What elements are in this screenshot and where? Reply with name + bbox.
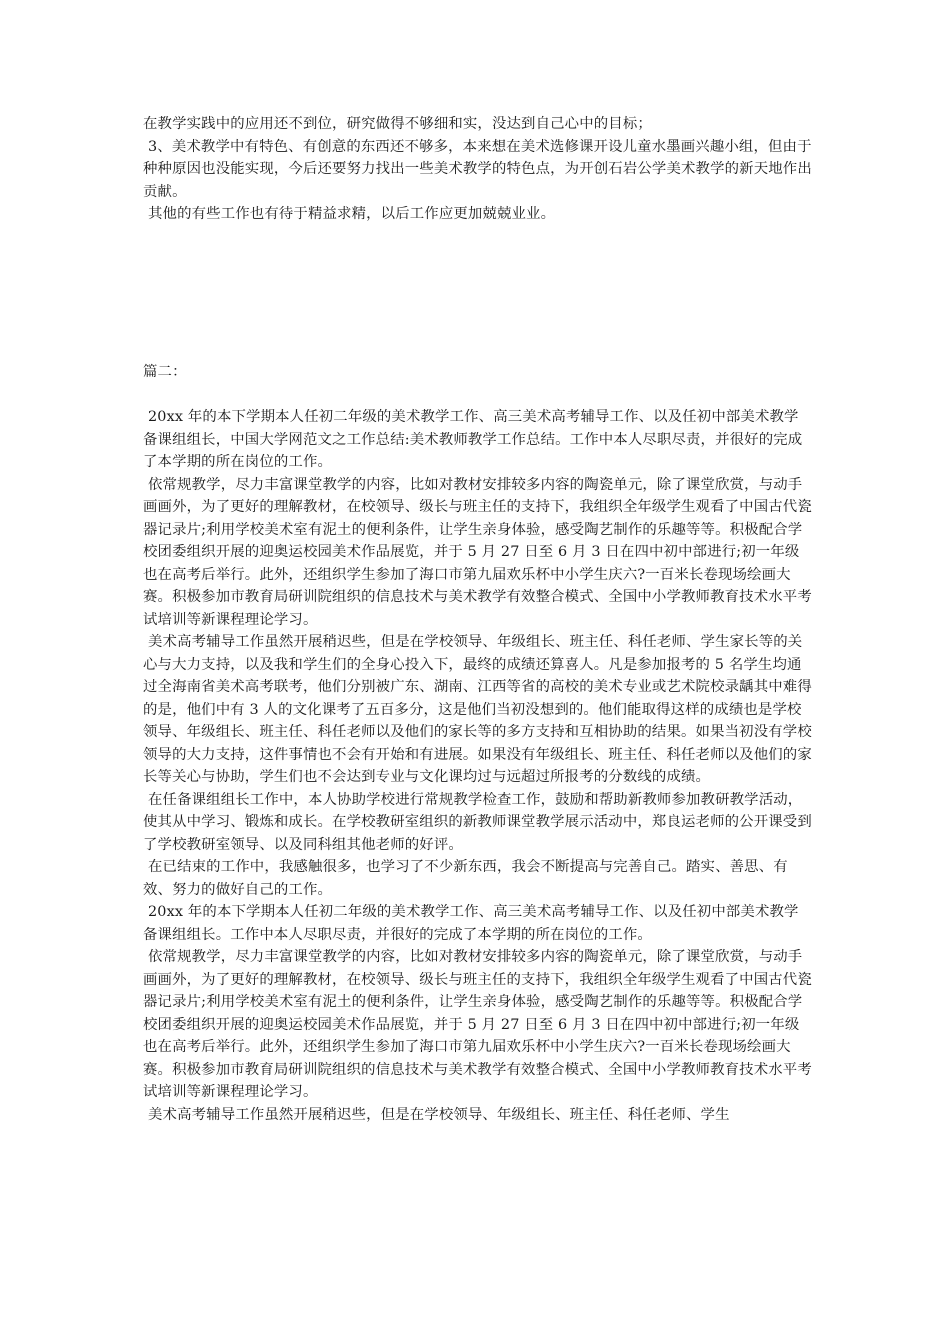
section2-paragraph-7: 依常规教学，尽力丰富课堂教学的内容，比如对教材安排较多内容的陶瓷单元，除了课堂欣赏，与动手画画外，为了更好的理解教材，在校领导、级长与班主任的支持下，我组织全年级学生观看了中国古代瓷器记录片;利用学校美术室有泥土的便利条件，让学生亲身体验，感受陶艺制作的乐趣等等。积极配合学校团委组织开展的迎奥运校园美术作品展览，并于 5 月 27 日至 6 月 3 日在四中初中部进行;初一年级也在高考后举行。此外，还组织学生参加了海口市第九届欢乐杯中小学生庆六?一百米长卷现场绘画大赛。积极参加市教育局研训院组织的信息技术与美术教学有效整合模式、全国中小学教师教育技术水平考试培训等新课程理论学习。 xyxy=(143,949,812,1100)
section2-paragraph-6: 20xx 年的本下学期本人任初二年级的美术教学工作、高三美术高考辅导工作、以及任初中部美术教学备课组组长。工作中本人尽职尽责，并很好的完成了本学期的所在岗位的工作。 xyxy=(143,904,799,943)
section1-paragraph-1: 在教学实践中的应用还不到位，研究做得不够细和实，没达到自己心中的目标； xyxy=(143,116,652,132)
section2-paragraph-8: 美术高考辅导工作虽然开展稍迟些，但是在学校领导、年级组长、班主任、科任老师、学生 xyxy=(148,1106,730,1123)
heading-gap xyxy=(143,383,813,406)
section2-paragraph-3: 美术高考辅导工作虽然开展稍迟些，但是在学校领导、年级组长、班主任、科任老师、学生家长等的关心与大力支持，以及我和学生们的全身心投入下，最终的成绩还算喜人。凡是参加报考的 5 名学生均通过全海南省美术高考联考，他们分别被广东、湖南、江西等省的高校的美术专业或艺术院校录龋其中难得的是，他们中有 3 人的文化课考了五百多分，这是他们当初没想到的。他们能取得这样的成绩也是学校领导、年级组长、班主任、科任老师以及他们的家长等的多方支持和互相协助的结果。如果当初没有学校领导的大力支持，这件事情也不会有开始和有进展。如果没有年级组长、班主任、科任老师以及他们的家长等关心与协助，学生们也不会达到专业与文化课均过与远超过所报考的分数线的成绩。 xyxy=(143,634,812,785)
section1-paragraph-2: 3、美术教学中有特色、有创意的东西还不够多，本来想在美术选修课开设儿童水墨画兴趣小组，但由于种种原因也没能实现，今后还要努力找出一些美术教学的特色点，为开创石岩公学美术教学的新天地作出贡献。 xyxy=(143,138,812,200)
document-page xyxy=(143,113,813,1126)
section2-paragraph-4: 在任备课组组长工作中，本人协助学校进行常规教学检查工作，鼓励和帮助新教师参加教研教学活动，使其从中学习、锻炼和成长。在学校教研室组织的新教师课堂教学展示活动中，郑良运老师的公开课受到了学校教研室领导、以及同科组其他老师的好评。 xyxy=(143,791,812,853)
section2-paragraph-2: 依常规教学，尽力丰富课堂教学的内容，比如对教材安排较多内容的陶瓷单元，除了课堂欣赏，与动手画画外，为了更好的理解教材，在校领导、级长与班主任的支持下，我组织全年级学生观看了中国古代瓷器记录片;利用学校美术室有泥土的便利条件，让学生亲身体验，感受陶艺制作的乐趣等等。积极配合学校团委组织开展的迎奥运校园美术作品展览，并于 5 月 27 日至 6 月 3 日在四中初中部进行;初一年级也在高考后举行。此外，还组织学生参加了海口市第九届欢乐杯中小学生庆六?一百米长卷现场绘画大赛。积极参加市教育局研训院组织的信息技术与美术教学有效整合模式、全国中小学教师教育技术水平考试培训等新课程理论学习。 xyxy=(143,476,812,628)
section2-paragraph-5: 在已结束的工作中，我感触很多，也学习了不少新东西，我会不断提高与完善自己。踏实、善思、有效、努力的做好自己的工作。 xyxy=(143,859,788,898)
section1-paragraph-3: 其他的有些工作也有待于精益求精，以后工作应更加兢兢业业。 xyxy=(148,206,556,222)
section2-heading: 篇二： xyxy=(143,363,187,380)
section2-paragraph-1: 20xx 年的本下学期本人任初二年级的美术教学工作、高三美术高考辅导工作、以及任初中部美术教学备课组组长，中国大学网范文之工作总结:美术教师教学工作总结。工作中本人尽职尽责，并很好的完成了本学期的所在岗位的工作。 xyxy=(143,409,803,470)
section-gap xyxy=(143,226,813,361)
